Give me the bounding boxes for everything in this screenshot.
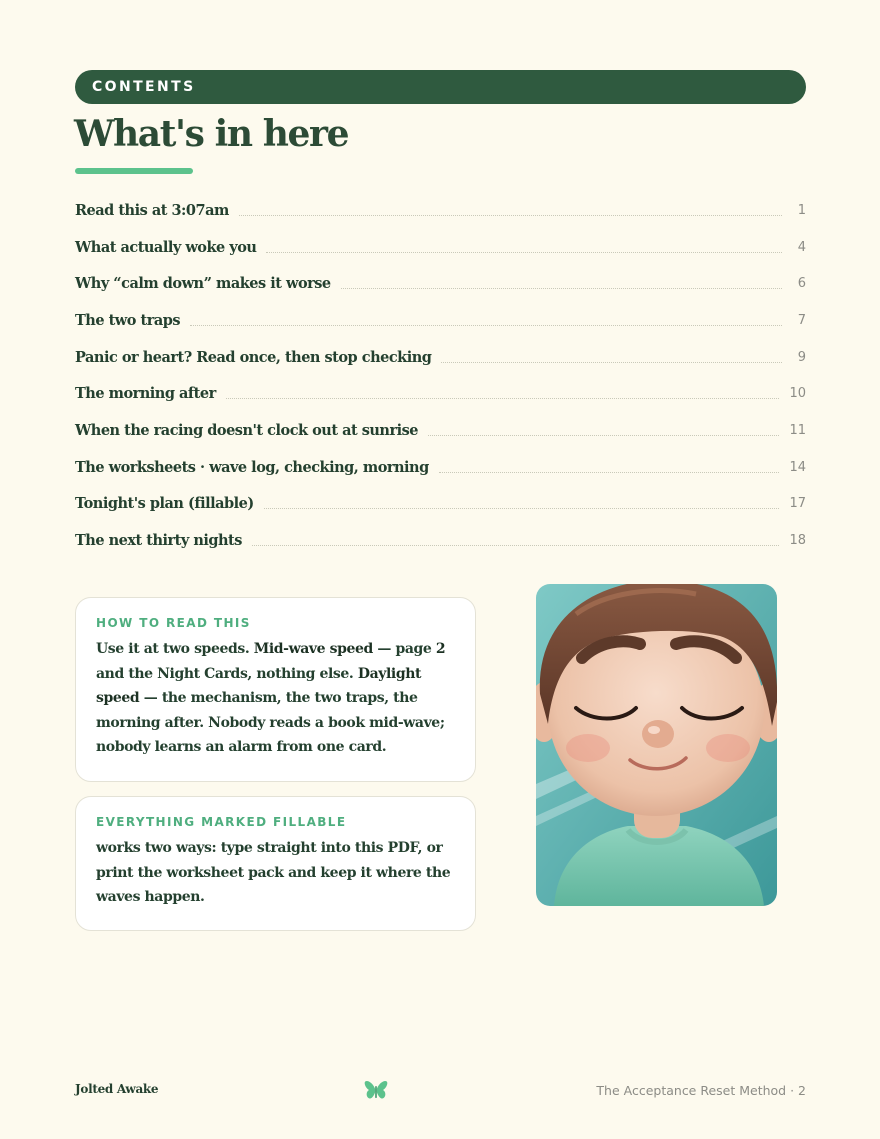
toc-leader: [266, 252, 782, 253]
toc-entry[interactable]: [75, 265, 806, 302]
toc-entry-title: The two traps: [75, 311, 181, 329]
toc-entry-page: 9: [797, 349, 806, 365]
toc-entry-title: What actually woke you: [75, 238, 257, 256]
toc-entry-page: 17: [789, 496, 806, 512]
toc-leader: [252, 545, 780, 546]
footer-brand: Jolted Awake: [75, 1082, 159, 1096]
smiling-child-portrait-icon: [536, 584, 777, 906]
toc-entry-title: Tonight's plan (fillable): [75, 495, 254, 513]
section-label: CONTENTS: [92, 79, 196, 95]
toc-entry-title: Why “calm down” makes it worse: [75, 275, 331, 293]
toc-leader: [439, 472, 780, 473]
how-to-read-text-part: Use it at two speeds.: [96, 641, 254, 657]
butterfly-icon: [364, 1080, 388, 1102]
toc-entry-title: When the racing doesn't clock out at sunrise: [75, 421, 418, 439]
how-to-read-text-part: — page: [372, 641, 436, 657]
how-to-read-card: [75, 597, 476, 782]
toc-entry-page: 6: [797, 276, 806, 292]
toc-entry[interactable]: [75, 522, 806, 559]
toc-entry[interactable]: [75, 375, 806, 412]
toc-entry-page: 10: [789, 386, 806, 402]
toc-entry-title: Read this at 3:07am: [75, 201, 229, 219]
toc-entry-page: 11: [789, 422, 806, 438]
section-header-pill: [75, 70, 806, 104]
toc-entry-title: The worksheets · wave log, checking, morning: [75, 458, 429, 476]
mid-wave-speed-term: Mid-wave speed: [253, 641, 373, 657]
toc-entry[interactable]: [75, 302, 806, 339]
fillable-label: EVERYTHING MARKED FILLABLE: [96, 815, 347, 829]
toc-entry-page: 7: [797, 312, 806, 328]
fillable-text: works two ways: type straight into this PDF, or print the worksheet pack and keep it where the waves happen.: [96, 840, 451, 905]
table-of-contents: [75, 192, 806, 559]
page-title: What's in here: [74, 113, 349, 155]
footer-page-label: The Acceptance Reset Method · 2: [596, 1083, 806, 1098]
toc-entry[interactable]: [75, 449, 806, 486]
how-to-read-label: HOW TO READ THIS: [96, 616, 251, 630]
how-to-read-text-part: and the Night Cards, nothing else.: [96, 665, 358, 682]
toc-entry-page: 18: [789, 533, 806, 549]
toc-entry[interactable]: [75, 486, 806, 523]
toc-leader: [341, 288, 782, 289]
toc-leader: [190, 325, 782, 326]
daylight-speed-term: Daylight speed: [96, 665, 422, 706]
toc-entry-page: 14: [789, 459, 806, 475]
toc-leader: [428, 435, 779, 436]
fillable-card: [75, 796, 476, 931]
toc-entry[interactable]: [75, 339, 806, 376]
toc-entry[interactable]: [75, 192, 806, 229]
toc-entry[interactable]: [75, 229, 806, 266]
title-underline: [75, 168, 193, 174]
how-to-read-text: [96, 637, 455, 760]
page-reference: 2: [435, 641, 446, 657]
toc-entry-title: The next thirty nights: [75, 532, 242, 550]
toc-leader: [226, 398, 780, 399]
toc-leader: [264, 508, 780, 509]
toc-entry-page: 4: [797, 239, 806, 255]
toc-entry-title: The morning after: [75, 385, 216, 403]
toc-leader: [239, 215, 782, 216]
toc-leader: [441, 362, 782, 363]
how-to-read-text-part: — the mechanism, the two traps, the morning after. Nobody reads a book mid-wave; nobody learns an alarm from one card.: [96, 690, 445, 755]
toc-entry-page: 1: [797, 202, 806, 218]
toc-entry-title: Panic or heart? Read once, then stop checking: [75, 348, 432, 366]
toc-entry[interactable]: [75, 412, 806, 449]
